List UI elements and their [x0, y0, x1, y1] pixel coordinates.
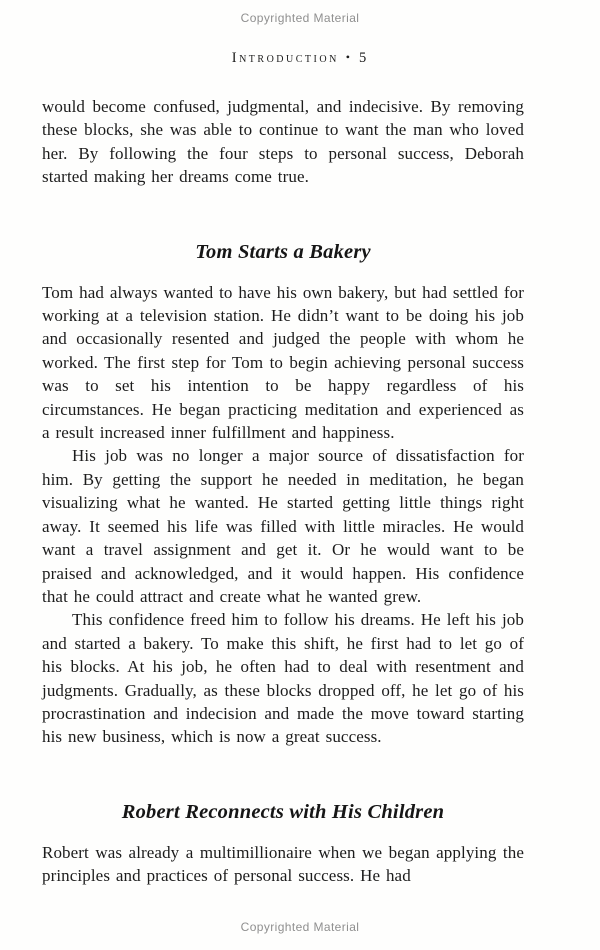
paragraph-deborah-continuation: would become confused, judgmental, and indecisive. By removing these blocks, she was able to continue to want the man who loved her. By following the four steps to personal success, Deborah started making her dreams come true.: [42, 97, 524, 187]
paragraph-tom-intro: Tom had always wanted to have his own bakery, but had settled for working at a television station. He didn’t want to be doing his job and occasionally resented and judged the people with whom he worked. The first step for Tom to begin achieving personal success was to set his intention to be happy regardless of his circumstances. He began practicing meditation and experienced as a result increased inner fulfillment and happiness.: [42, 282, 524, 443]
paragraph-tom-job: His job was no longer a major source of dissatisfaction for him. By getting the support he needed in meditation, he began visualizing what he wanted. He started getting little things right away. It seemed his life was filled with little miracles. He would want a travel assignment and get it. Or he would want to be praised and acknowledged, and it would happen. His confidence that he could attract and create what he wanted grew.: [42, 446, 524, 606]
chapter-title: Introduction: [231, 50, 339, 66]
paragraph-robert-intro: Robert was already a multimillionaire when we began applying the principles and practices of personal success. He had: [42, 842, 524, 886]
page-content: [42, 95, 524, 888]
section-heading-tom-bakery: Tom Starts a Bakery: [195, 240, 371, 263]
copyright-watermark-top: Copyrighted Material: [240, 11, 360, 25]
section-heading-robert-children: Robert Reconnects with His Children: [121, 800, 445, 823]
header-separator-dot: •: [345, 50, 352, 64]
paragraph-tom-confidence: This confidence freed him to follow his dreams. He left his job and started a bakery. To make this shift, he first had to let go of his blocks. At his job, he often had to deal with resentment and judgments. Gradually, as these blocks dropped off, he let go of his procrastination and indecision and made the move toward starting his new business, which is now a great success.: [42, 610, 524, 747]
running-header: [0, 50, 600, 67]
page-number: 5: [359, 50, 369, 66]
copyright-watermark-bottom: Copyrighted Material: [240, 920, 360, 934]
